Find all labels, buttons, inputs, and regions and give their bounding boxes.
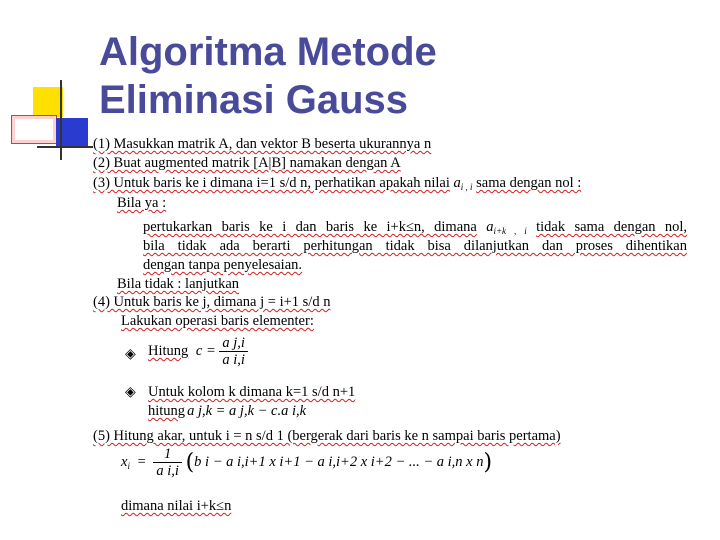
step-1: (1) Masukkan matrik A, dan vektor B beserta ukurannya n: [93, 136, 432, 152]
decor-horizontal-line: [37, 146, 93, 148]
step-3-detail-1: pertukarkan baris ke i dan baris ke i+k≤n, dimana $a_{i+k , i}$ tidak sama dengan nol,: [143, 219, 688, 236]
decor-red-square: [11, 115, 57, 144]
step-4: (4) Untuk baris ke j, dimana j = i+1 s/d n: [93, 294, 331, 310]
title-line-1: Algoritma Metode: [99, 30, 437, 74]
x-fraction: $\frac{1}{\text{a i,i}}$: [153, 446, 182, 479]
kolom-loop: Untuk kolom k dimana k=1 s/d n+1: [148, 384, 356, 400]
step-3-ya: Bila ya :: [117, 195, 167, 211]
decor-yellow-square: [33, 87, 63, 117]
step-3-detail-3: dengan tanpa penyelesaian.: [143, 257, 303, 273]
step-3-detail-2: bila tidak ada berarti perhitungan tidak bisa dilanjutkan dan proses dihentikan: [143, 238, 687, 254]
title-line-2: Eliminasi Gauss: [99, 78, 409, 122]
dimana-note: dimana nilai i+k≤n: [121, 498, 232, 514]
c-fraction: $\frac{\text{a j,i}}{\text{a i,i}}$: [219, 335, 248, 368]
step-4-sub: Lakukan operasi baris elementer:: [121, 313, 314, 329]
diamond-bullet-icon: ◈: [125, 385, 136, 400]
step-3: (3) Untuk baris ke i dimana i=1 s/d n, perhatikan apakah nilai $a_{i , i}$ sama dengan nol :: [93, 175, 582, 192]
hitung-c: Hitung c = $\frac{\text{a j,i}}{\text{a i,i}}$: [148, 335, 248, 368]
step-5: (5) Hitung akar, untuk i = n s/d 1 (bergerak dari baris ke n sampai baris pertama): [93, 428, 561, 444]
x-formula: $x_i$ = $\frac{1}{\text{a i,i}}$ (b i − a i,i+1 x i+1 − a i,i+2 x i+2 − ... − a i,n x n): [121, 446, 493, 479]
decor-vertical-line: [60, 80, 62, 160]
hitung-ajk: hitung a j,k = a j,k − c.a i,k: [148, 403, 307, 419]
step-2: (2) Buat augmented matrik [A|B] namakan dengan A: [93, 155, 401, 171]
page-title: [99, 28, 437, 124]
step-3-tidak: Bila tidak : lanjutkan: [117, 276, 240, 292]
diamond-bullet-icon: ◈: [125, 347, 136, 362]
